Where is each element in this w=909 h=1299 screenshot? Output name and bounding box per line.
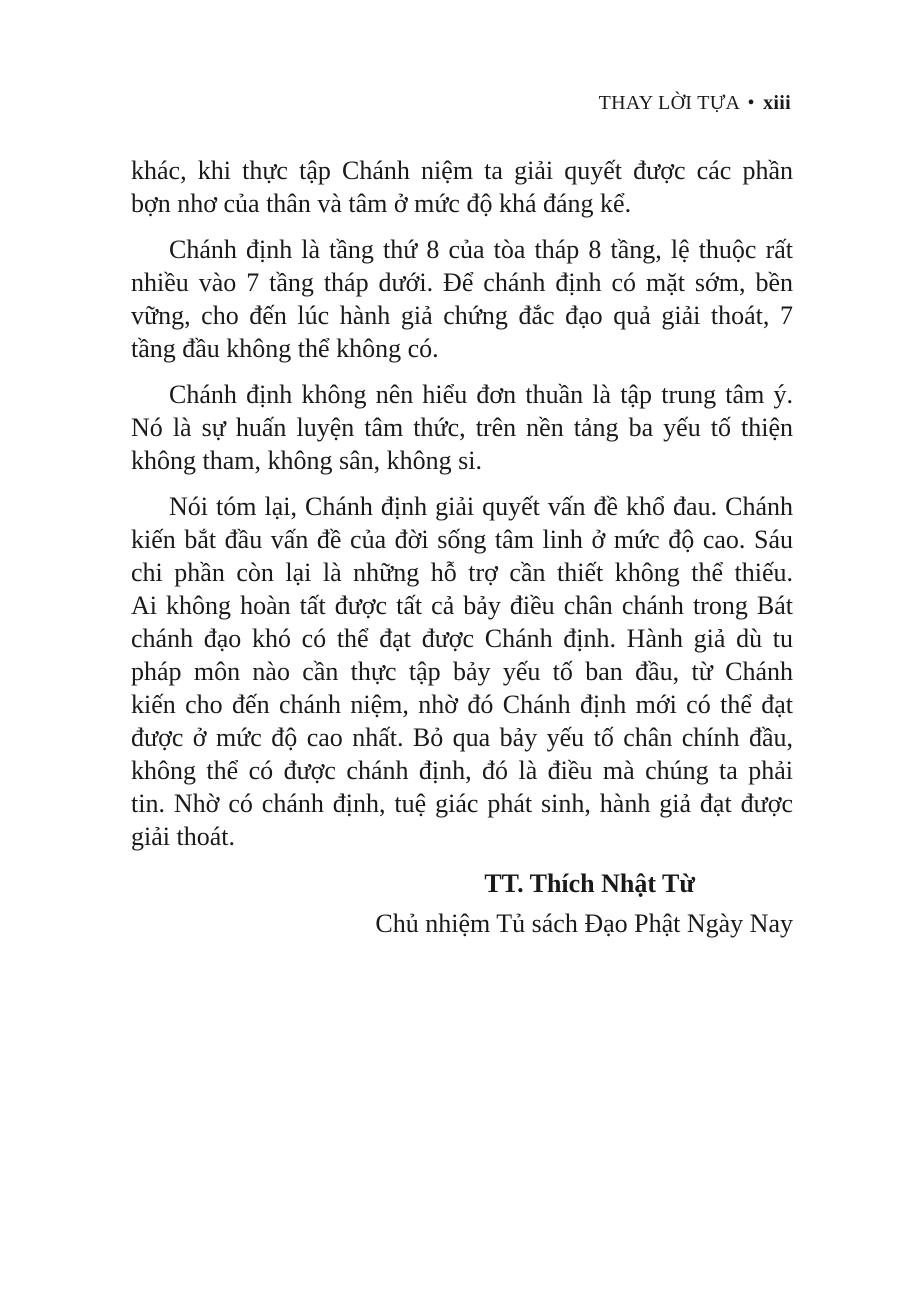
text-line: giải thoát. — [131, 822, 235, 851]
text-line: được ở mức độ cao nhất. Bỏ qua bảy yếu tố chân chính đầu, — [131, 723, 793, 752]
text-line: tầng đầu không thể không có. — [131, 334, 439, 363]
text-line: tin. Nhờ có chánh định, tuệ giác phát sinh, hành giả đạt được — [131, 789, 793, 818]
text-line: nhiều vào 7 tầng tháp dưới. Để chánh định có mặt sớm, bền — [131, 268, 793, 297]
text-line: Chánh định không nên hiểu đơn thuần là tập trung tâm ý. — [169, 380, 793, 409]
text-line: Nói tóm lại, Chánh định giải quyết vấn đề khổ đau. Chánh — [169, 492, 793, 521]
header-separator: • — [747, 92, 755, 114]
running-header — [599, 92, 791, 115]
paragraph-gap — [131, 365, 793, 378]
author-title: Chủ nhiệm Tủ sách Đạo Phật Ngày Nay — [375, 909, 793, 938]
paragraph-gap — [131, 220, 793, 233]
text-line: chi phần còn lại là những hỗ trợ cần thiết không thể thiếu. — [131, 558, 793, 587]
header-title: THAY LỜI TỰA — [598, 92, 740, 114]
text-line: Nó là sự huấn luyện tâm thức, trên nền tảng ba yếu tố thiện — [131, 413, 793, 442]
text-line: pháp môn nào cần thực tập bảy yếu tố ban đầu, từ Chánh — [131, 657, 793, 686]
text-line: Ai không hoàn tất được tất cả bảy điều chân chánh trong Bát — [131, 591, 793, 620]
paragraph — [131, 378, 793, 477]
paragraph — [131, 154, 793, 220]
body-text — [131, 154, 793, 853]
paragraph — [131, 490, 793, 853]
paragraph-gap — [131, 477, 793, 490]
text-line: khác, khi thực tập Chánh niệm ta giải quyết được các phần — [131, 156, 793, 185]
text-line: kiến bắt đầu vấn đề của đời sống tâm linh ở mức độ cao. Sáu — [131, 525, 793, 554]
text-line: bợn nhơ của thân và tâm ở mức độ khá đáng kể. — [131, 189, 632, 218]
signature-block — [375, 864, 793, 944]
text-line: không tham, không sân, không si. — [131, 446, 482, 475]
text-line: không thể có được chánh định, đó là điều mà chúng ta phải — [131, 756, 793, 785]
paragraph — [131, 233, 793, 365]
author-name: TT. Thích Nhật Từ — [484, 869, 695, 898]
text-line: chánh đạo khó có thể đạt được Chánh định. Hành giả dù tu — [131, 624, 793, 653]
text-line: Chánh định là tầng thứ 8 của tòa tháp 8 tầng, lệ thuộc rất — [169, 235, 793, 264]
text-line: vững, cho đến lúc hành giả chứng đắc đạo quả giải thoát, 7 — [131, 301, 793, 330]
text-line: kiến cho đến chánh niệm, nhờ đó Chánh định mới có thể đạt — [131, 690, 793, 719]
page-number: xiii — [763, 92, 791, 114]
